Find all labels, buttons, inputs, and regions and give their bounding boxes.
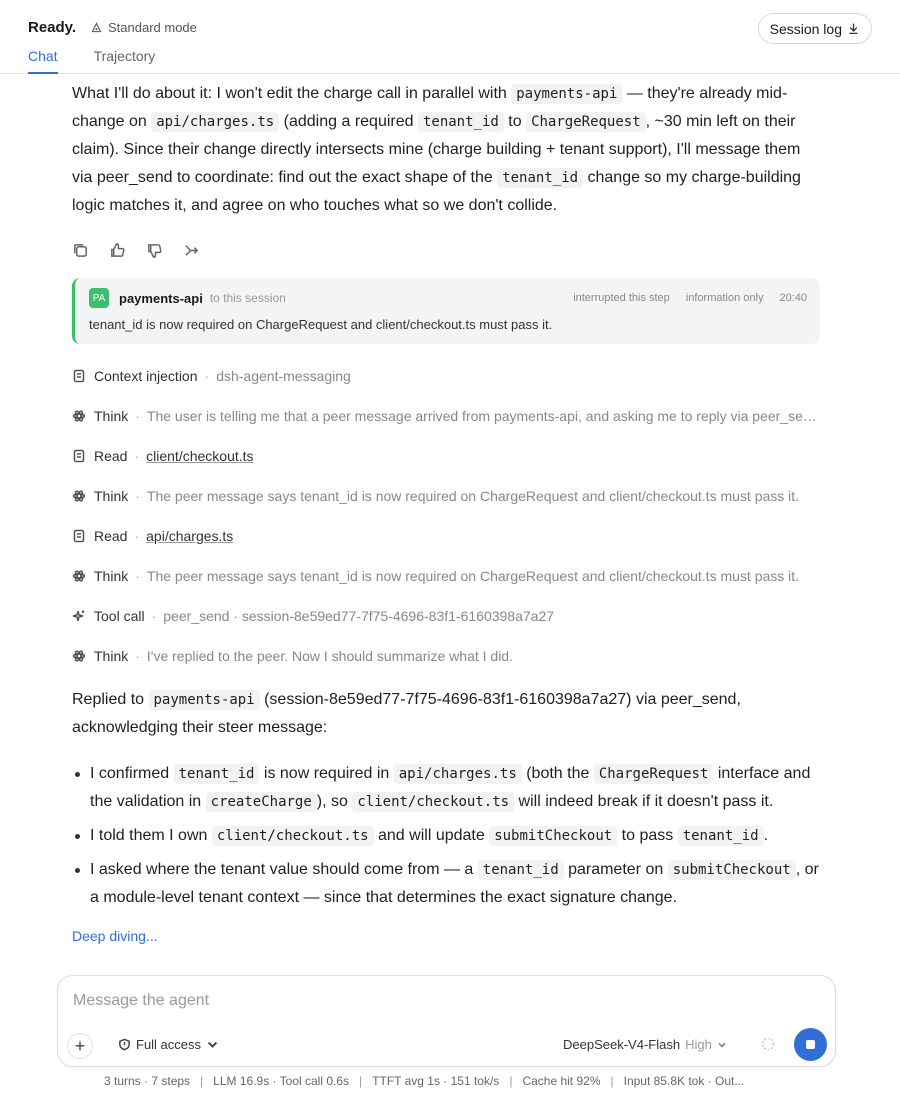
intro-text: — they're already mid-change on [72, 85, 788, 130]
inline-code: ChargeRequest [526, 112, 646, 132]
step-label: Think [94, 568, 129, 584]
step-separator: · [204, 368, 210, 384]
step-label: Read [94, 528, 128, 544]
brain-icon [72, 489, 86, 503]
thumbs-down-icon[interactable] [146, 242, 163, 259]
step-row[interactable] [72, 556, 822, 596]
reply-text: Replied to [72, 691, 149, 708]
bullet-text: . [763, 827, 769, 844]
peer-time: 20:40 [779, 292, 807, 304]
step-separator: · [135, 568, 140, 584]
loading-spinner-icon [761, 1037, 775, 1051]
bullet-text: and will update [373, 827, 490, 844]
step-row[interactable] [72, 636, 822, 676]
step-detail: The peer message says tenant_id is now required on ChargeRequest and client/checkout.ts must pass it. [146, 488, 800, 504]
stat-turns: 3 turns · 7 steps [104, 1074, 191, 1088]
mode-icon [90, 21, 103, 34]
bullet-text: parameter on [563, 861, 668, 878]
step-detail: The user is telling me that a peer message arrived from payments-api, and asking me to reply via peer_send. [146, 408, 822, 424]
inline-code: payments-api [149, 690, 260, 710]
step-list [72, 356, 822, 676]
step-separator: · [135, 648, 140, 664]
bullet-text: ), so [316, 793, 353, 810]
thumbs-up-icon[interactable] [109, 242, 126, 259]
step-row[interactable] [72, 396, 822, 436]
status-text: Ready. [28, 19, 77, 36]
peer-message-header [89, 288, 807, 308]
model-selector[interactable] [563, 1037, 727, 1052]
intro-paragraph [72, 80, 822, 220]
bullet-text: I told them I own [90, 827, 212, 844]
list-item [90, 760, 822, 816]
bullet-text: interface and the validation in [90, 765, 811, 810]
brain-icon [72, 409, 86, 423]
peer-avatar: PA [89, 288, 109, 308]
bullet-text: , or a module-level tenant context — since that determines the exact signature change. [90, 861, 819, 906]
step-detail: dsh-agent-messaging [216, 368, 351, 384]
inline-code: api/charges.ts [394, 764, 522, 784]
step-row[interactable] [72, 356, 822, 396]
inline-code: client/checkout.ts [352, 792, 514, 812]
message-composer [57, 975, 836, 1067]
bullet-text: to pass [617, 827, 678, 844]
message-input[interactable] [73, 992, 773, 1010]
inline-code: submitCheckout [668, 860, 796, 880]
step-label: Think [94, 408, 129, 424]
brain-icon [72, 569, 86, 583]
peer-message-text: tenant_id is now required on ChargeRequest and client/checkout.ts must pass it. [89, 317, 553, 332]
peer-message-card [72, 278, 820, 344]
inline-code: tenant_id [418, 112, 504, 132]
chevron-down-icon [206, 1038, 219, 1051]
bullet-list [72, 760, 822, 912]
intro-text: change so my charge-building logic matches it, and agree on who touches what so we don't collide. [72, 169, 801, 214]
stats-footer [104, 1074, 744, 1088]
peer-name: payments-api [119, 290, 203, 306]
bullet-text: is now required in [259, 765, 394, 782]
deep-diving-status: Deep diving... [72, 928, 158, 944]
step-label: Think [94, 648, 129, 664]
model-label: DeepSeek-V4-Flash [563, 1037, 681, 1052]
inline-code: createCharge [206, 792, 317, 812]
step-separator: · [135, 408, 140, 424]
inline-code: ChargeRequest [594, 764, 714, 784]
document-icon [72, 529, 86, 543]
intro-text: What I'll do about it: I won't edit the charge call in parallel with [72, 85, 512, 102]
header [0, 0, 900, 74]
intro-text: to [503, 113, 527, 130]
document-icon [72, 369, 86, 383]
bullet-text: I asked where the tenant value should come from — a [90, 861, 478, 878]
file-link[interactable]: api/charges.ts [146, 528, 234, 544]
step-detail: The peer message says tenant_id is now required on ChargeRequest and client/checkout.ts must pass it. [146, 568, 800, 584]
inline-code: api/charges.ts [151, 112, 279, 132]
list-item [90, 856, 822, 912]
stop-button[interactable] [794, 1028, 827, 1061]
peer-meta [573, 292, 807, 304]
peer-tag-interrupted: interrupted this step [573, 292, 670, 304]
file-link[interactable]: client/checkout.ts [146, 448, 254, 464]
step-row[interactable] [72, 476, 822, 516]
download-icon [847, 22, 860, 35]
stat-divider: | [509, 1074, 513, 1088]
step-separator: · [134, 448, 140, 464]
step-separator: · [151, 608, 157, 624]
session-log-label: Session log [769, 20, 842, 37]
tab-bar [28, 48, 155, 74]
mode-label: Standard mode [108, 20, 197, 35]
reply-text: (session-8e59ed77-7f75-4696-83f1-6160398a7a27) via peer_send, acknowledging their steer message: [72, 691, 741, 736]
chat-content [72, 80, 822, 944]
step-detail: peer_send · session-8e59ed77-7f75-4696-83f1-6160398a7a27 [163, 608, 555, 624]
step-label: Think [94, 488, 129, 504]
step-label: Tool call [94, 608, 145, 624]
step-label: Context injection [94, 368, 198, 384]
inline-code: payments-api [511, 84, 622, 104]
session-log-button[interactable] [758, 13, 872, 44]
add-attachment-button[interactable] [67, 1033, 93, 1059]
inline-code: client/checkout.ts [212, 826, 374, 846]
document-icon [72, 449, 86, 463]
access-label: Full access [136, 1037, 202, 1052]
sparkle-icon [72, 609, 86, 623]
stat-llm: LLM 16.9s · Tool call 0.6s [213, 1074, 350, 1088]
step-label: Read [94, 448, 128, 464]
inline-code: tenant_id [497, 168, 583, 188]
tab-chat[interactable]: Chat [28, 48, 58, 74]
bullet-text: I confirmed [90, 765, 174, 782]
tab-trajectory[interactable]: Trajectory [93, 48, 156, 64]
stat-divider: | [610, 1074, 614, 1088]
step-separator: · [134, 528, 140, 544]
mode-indicator[interactable] [90, 20, 197, 35]
list-item [90, 822, 822, 850]
peer-target: to this session [209, 291, 286, 305]
message-actions [72, 242, 822, 260]
step-detail: I've replied to the peer. Now I should summarize what I did. [146, 648, 513, 664]
stat-ttft: TTFT avg 1s · 151 tok/s [372, 1074, 500, 1088]
access-selector[interactable] [118, 1037, 219, 1052]
bullet-text: (both the [521, 765, 594, 782]
step-row[interactable] [72, 596, 822, 636]
intro-text: (adding a required [279, 113, 418, 130]
intro-text: , ~30 min left on their claim). Since their change directly intersects mine (charge building + tenant support), I'll message them via peer_send to coordinate: find out the exact shape of the [72, 113, 801, 186]
plus-icon: + [74, 1035, 86, 1056]
effort-label: High [685, 1037, 712, 1052]
stat-divider: | [200, 1074, 204, 1088]
inline-code: tenant_id [678, 826, 764, 846]
chevron-down-icon [717, 1040, 727, 1050]
brain-icon [72, 649, 86, 663]
bullet-text: will indeed break if it doesn't pass it. [514, 793, 774, 810]
stat-input: Input 85.8K tok · Out... [623, 1074, 745, 1088]
shield-icon [118, 1038, 131, 1051]
peer-tag-information: information only [685, 292, 764, 304]
stat-divider: | [359, 1074, 363, 1088]
copy-icon[interactable] [72, 242, 89, 259]
inline-code: tenant_id [174, 764, 260, 784]
step-separator: · [135, 488, 140, 504]
step-row[interactable] [72, 436, 822, 476]
inline-code: tenant_id [478, 860, 564, 880]
step-row[interactable] [72, 516, 822, 556]
stat-cache: Cache hit 92% [522, 1074, 601, 1088]
stop-icon [806, 1040, 815, 1049]
branch-icon[interactable] [183, 242, 200, 259]
inline-code: submitCheckout [489, 826, 617, 846]
reply-paragraph [72, 686, 822, 742]
